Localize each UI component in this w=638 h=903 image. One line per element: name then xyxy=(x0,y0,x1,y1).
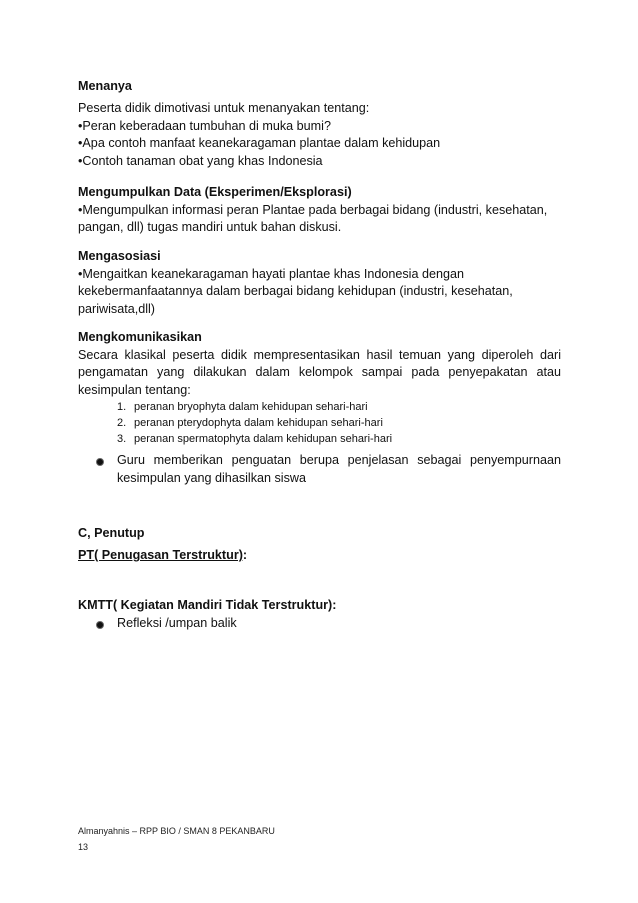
page-number: 13 xyxy=(78,842,89,852)
menanya-item: •Apa contoh manfaat keanekaragaman plantae dalam kehidupan xyxy=(78,136,441,150)
mengumpulkan-line: •Mengumpulkan informasi peran Plantae pada berbagai bidang (industri, kesehatan, xyxy=(78,202,548,217)
mengasosiasi-line: •Mengaitkan keanekaragaman hayati plantae khas Indonesia dengan xyxy=(78,266,464,281)
teacher-bullet-line: Guru memberikan penguatan berupa penjelasan sebagai penyempurnaan xyxy=(117,453,561,467)
heading-mengasosiasi: Mengasosiasi xyxy=(78,249,161,263)
pt-label: PT( Penugasan Terstruktur) xyxy=(78,548,243,562)
footer-credit: Almanyahnis – RPP BIO / SMAN 8 PEKANBARU xyxy=(78,826,275,836)
kmtt-label: KMTT( Kegiatan Mandiri Tidak Terstruktur): xyxy=(78,598,337,612)
section-mengasosiasi xyxy=(78,248,561,318)
heading-mengkomunikasikan: Mengkomunikasikan xyxy=(78,330,202,344)
heading-penutup: C, Penutup xyxy=(78,526,145,540)
list-item xyxy=(78,452,561,487)
menanya-intro: Peserta didik dimotivasi untuk menanyakan tentang: xyxy=(78,101,370,115)
bullet-icon xyxy=(96,458,104,466)
bullet-icon xyxy=(96,621,104,629)
kmtt-section xyxy=(78,597,561,632)
menanya-item: •Contoh tanaman obat yang khas Indonesia xyxy=(78,153,323,168)
section-mengumpulkan xyxy=(78,184,561,237)
mengkomunikasikan-paragraph: Secara klasikal peserta didik mempresentasikan hasil temuan yang diperoleh dari pengamatan yang dilakukan dalam kelompok sampai pada penyepakatan atau kesimpulan tentang: xyxy=(78,347,561,397)
heading-menanya: Menanya xyxy=(78,79,132,93)
section-mengkomunikasikan xyxy=(78,329,561,447)
section-menanya xyxy=(78,78,561,96)
section-penutup xyxy=(78,525,561,543)
teacher-bullet xyxy=(78,452,561,487)
heading-mengumpulkan: Mengumpulkan Data (Eksperimen/Eksplorasi) xyxy=(78,185,352,199)
menanya-item: •Peran keberadaan tumbuhan di muka bumi? xyxy=(78,118,331,133)
mengasosiasi-line: kekebermanfaatannya dalam berbagai bidang kehidupan (industri, kesehatan, xyxy=(78,284,513,298)
list-item: 1. peranan bryophyta dalam kehidupan sehari-hari xyxy=(117,401,368,413)
role-list xyxy=(78,399,561,447)
kmtt-item: Refleksi /umpan balik xyxy=(117,615,237,630)
mengumpulkan-line: pangan, dll) tugas mandiri untuk bahan diskusi. xyxy=(78,220,342,234)
list-item: 3. peranan spermatophyta dalam kehidupan sehari-hari xyxy=(117,433,393,445)
pt-line: PT( Penugasan Terstruktur): xyxy=(78,548,248,562)
teacher-bullet-line: kesimpulan yang dihasilkan siswa xyxy=(117,470,307,485)
list-item: 2. peranan pterydophyta dalam kehidupan sehari-hari xyxy=(117,417,383,429)
menanya-body xyxy=(78,100,561,170)
list-item xyxy=(78,615,561,633)
mengasosiasi-line: pariwisata,dll) xyxy=(78,301,155,316)
